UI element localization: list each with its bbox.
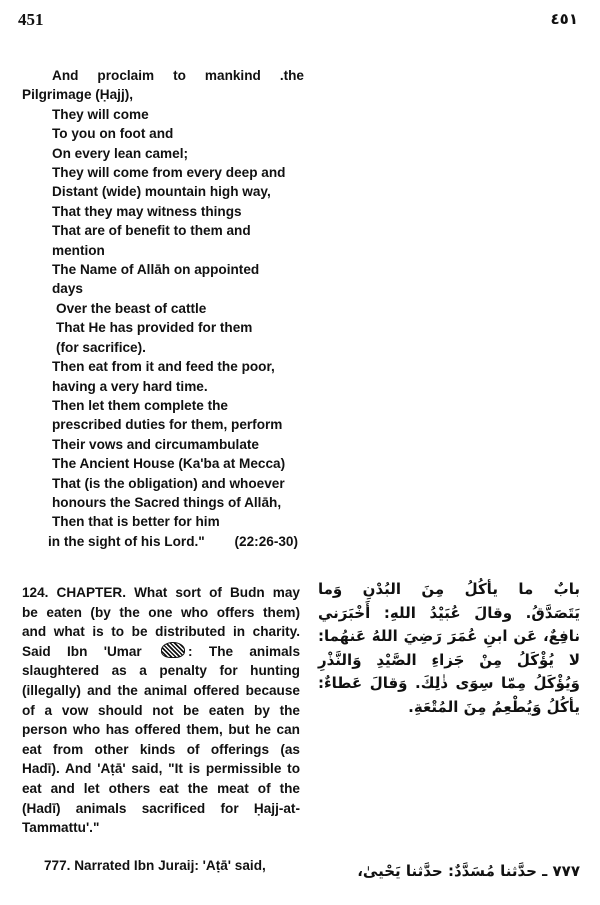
chapter-line: eat from other kinds of offerings (as <box>22 741 300 757</box>
verse-line: They will come <box>52 106 149 122</box>
chapter-line: be eaten (by the one who offers them) <box>22 604 300 620</box>
verse-line: Then that is better for him <box>52 514 220 530</box>
verse-line: having a very hard time. <box>52 378 208 394</box>
chapter-line: (Hadī) animals sacrificed for Ḥajj-at- <box>22 800 300 816</box>
verse-line: in the sight of his Lord." <box>48 533 205 549</box>
chapter-line: eat and let others eat the meat of the <box>22 780 300 796</box>
verse-line: (for sacrifice). <box>56 339 146 355</box>
honorific-seal-icon <box>161 642 185 658</box>
verse-line: The Name of Allāh on appointed <box>52 262 260 278</box>
chapter-line: slaughtered as a penalty for hunting <box>22 663 300 679</box>
verse-line: Distant (wide) mountain high way, <box>52 184 271 200</box>
arabic-line: نافِعٌ، عَن ابنِ عُمَرَ رَضِيَ اللهُ عَنهُما: <box>318 627 580 645</box>
chapter-124-english <box>22 583 300 838</box>
chapter-line: Tammattu'." <box>22 820 100 836</box>
verse-line: They will come from every deep and <box>52 165 286 181</box>
arabic-line: بابٌ ما يأكُلُ مِنَ البُدْنِ وَما <box>318 580 580 598</box>
arabic-line: يَتَصَدَّقُ. وقالَ عُبَيْدُ اللهِ: أَخْبَرَني <box>318 603 580 622</box>
chapter-line: Hadī). And 'Aṭā' said, "It is permissible to <box>22 761 300 777</box>
verse-line: That (is the obligation) and whoever <box>52 475 285 491</box>
chapter-line: Said Ibn 'Umar <box>22 643 142 659</box>
verse-line: Their vows and circumambulate <box>52 436 259 452</box>
chapter-line: and what is to be distributed in charity. <box>22 624 300 640</box>
verse-line: Pilgrimage (Ḥajj), <box>22 87 134 103</box>
verse-line: To you on foot and <box>52 126 174 142</box>
verse-line: days <box>52 281 83 297</box>
verse-line: On every lean camel; <box>52 145 189 161</box>
chapter-line: : The animals <box>188 643 301 659</box>
verse-line: mention <box>52 242 105 258</box>
arabic-line: يأكُلُ وَيُطْعِمُ مِنَ المُتْعَةِ. <box>408 697 580 716</box>
hadith-777-arabic: ٧٧٧ ـ حدَّثنا مُسَدَّدٌ: حدَّثنا يَحْيىٰ، <box>357 862 580 880</box>
verse-line: The Ancient House (Ka'ba at Mecca) <box>52 456 286 472</box>
verse-line: honours the Sacred things of Allāh, <box>52 494 282 510</box>
verse-line: That He has provided for them <box>56 320 253 336</box>
verse-line: That they may witness things <box>52 203 242 219</box>
arabic-line: لا يُؤْكَلُ مِنْ جَزاءِ الصَّيْدِ وَالنَّذْرِ <box>318 650 580 669</box>
verse-reference: (22:26-30) <box>234 533 298 549</box>
verse-line: prescribed duties for them, perform <box>52 417 283 433</box>
chapter-line-with-honorific <box>22 642 300 662</box>
verse-line: Then let them complete the <box>52 397 228 413</box>
chapter-line: (illegally) and the animal offered because <box>22 682 300 698</box>
arabic-line: وَيُؤْكَلُ مِمّا سِوَى ذٰلِكَ. وَقالَ عَطاءٌ: <box>318 674 580 692</box>
verse-line: Over the beast of cattle <box>56 300 207 316</box>
chapter-line: person who has offered them, but he can <box>22 722 300 738</box>
hadith-777-english: 777. Narrated Ibn Juraij: 'Aṭā' said, <box>44 858 266 873</box>
chapter-124-arabic <box>318 578 580 719</box>
verse-last-line <box>22 532 304 551</box>
verse-line: Then eat from it and feed the poor, <box>52 359 275 375</box>
chapter-line: 124. CHAPTER. What sort of Budn may <box>22 585 300 600</box>
verse-line: And proclaim to mankind .the <box>52 68 304 83</box>
page-number-arabic: ٤٥١ <box>550 10 578 28</box>
quran-verse-block <box>22 66 304 551</box>
chapter-line: of a vow should not be eaten by the <box>22 702 300 718</box>
page-number: 451 <box>18 10 44 29</box>
verse-line: That are of benefit to them and <box>52 223 251 239</box>
